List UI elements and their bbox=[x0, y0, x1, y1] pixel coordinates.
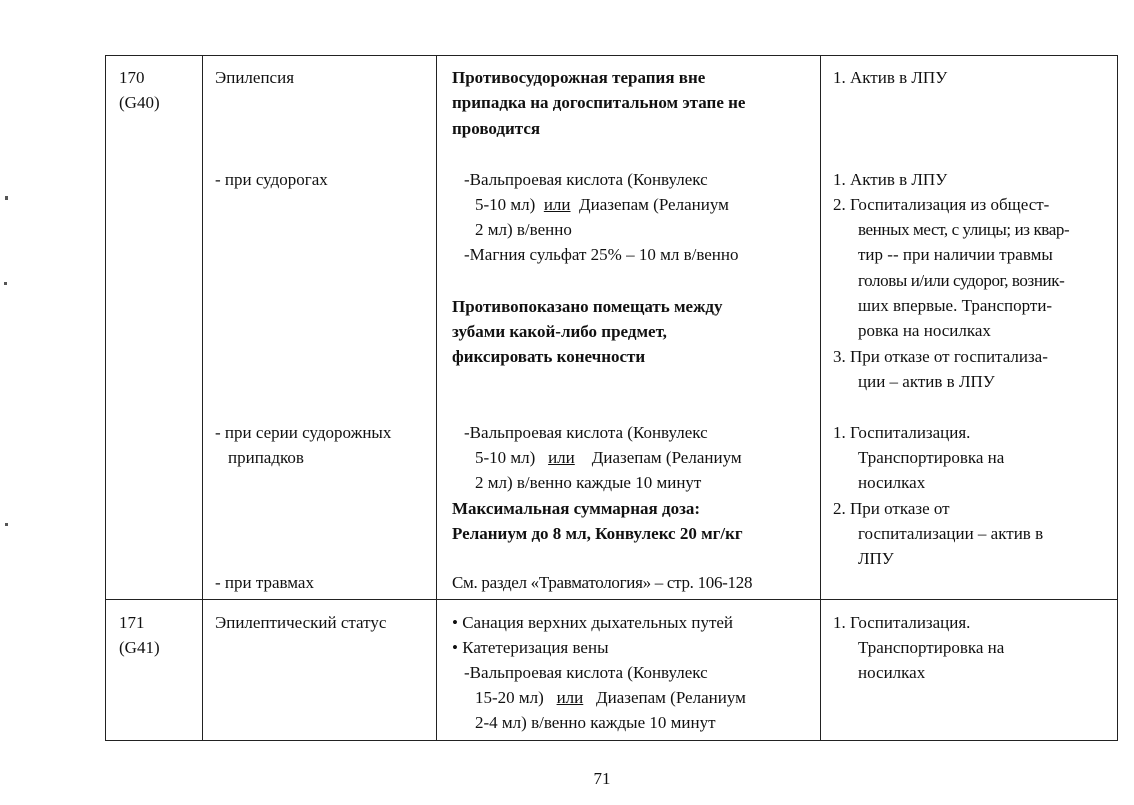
tactics-line: 3. При отказе от госпитализа- bbox=[833, 347, 1048, 366]
therapy-line bbox=[475, 685, 746, 711]
or-word: или bbox=[543, 195, 571, 214]
tactics-line: ЛПУ bbox=[858, 549, 894, 568]
page-number: 71 bbox=[593, 769, 611, 788]
drug: Диазепам (Реланиум bbox=[596, 688, 746, 707]
condition-seizure-series: - при серии судорожных bbox=[215, 423, 392, 442]
scan-speck bbox=[5, 196, 8, 200]
emergency-care-table bbox=[105, 55, 1118, 741]
therapy-line: -Вальпроевая кислота (Конвулекс bbox=[464, 663, 708, 682]
therapy-line: • Санация верхних дыхательных путей bbox=[452, 613, 734, 632]
dose: 15-20 мл) bbox=[475, 688, 544, 707]
contraindication-line: фиксировать конечности bbox=[452, 347, 646, 366]
max-dose-line: Максимальная суммарная доза: bbox=[452, 499, 701, 518]
tactics-line: ции – актив в ЛПУ bbox=[858, 372, 995, 391]
tactics-line: тир -- при наличии травмы bbox=[858, 245, 1053, 264]
therapy-line: Противосудорожная терапия вне bbox=[452, 68, 706, 87]
therapy-line bbox=[475, 192, 729, 218]
column-divider bbox=[202, 56, 203, 740]
therapy-line: припадка на догоспитальном этапе не bbox=[452, 93, 746, 112]
tactics-line: 1. Госпитализация. bbox=[833, 613, 971, 632]
code-170: 170 bbox=[119, 68, 145, 87]
icd-g40: (G40) bbox=[119, 93, 160, 112]
max-dose-line: Реланиум до 8 мл, Конвулекс 20 мг/кг bbox=[452, 524, 743, 543]
condition-seizure-series: припадков bbox=[228, 448, 304, 467]
dose: 5-10 мл) bbox=[475, 195, 536, 214]
icd-g41: (G41) bbox=[119, 638, 160, 657]
tactics-line: Транспортировка на bbox=[858, 448, 1005, 467]
tactics-line: ших впервые. Транспорти- bbox=[858, 296, 1053, 315]
trauma-reference: См. раздел «Травматология» – стр. 106-128 bbox=[452, 573, 753, 592]
contraindication-line: зубами какой-либо предмет, bbox=[452, 322, 667, 341]
diagnosis-epilepsy: Эпилепсия bbox=[215, 68, 295, 87]
therapy-line: -Вальпроевая кислота (Конвулекс bbox=[464, 423, 708, 442]
tactics-line: головы и/или судорог, возник- bbox=[858, 271, 1065, 290]
therapy-line bbox=[475, 445, 742, 471]
scan-speck bbox=[4, 282, 7, 285]
column-divider bbox=[436, 56, 437, 740]
drug: Диазепам (Реланиум bbox=[579, 195, 729, 214]
diagnosis-status-epilepticus: Эпилептический статус bbox=[215, 613, 387, 632]
tactics-line: ровка на носилках bbox=[858, 321, 991, 340]
dose: 5-10 мл) bbox=[475, 448, 536, 467]
drug: Диазепам (Реланиум bbox=[591, 448, 742, 467]
condition-trauma: - при травмах bbox=[215, 573, 314, 592]
or-word: или bbox=[548, 448, 575, 467]
therapy-line: -Магния сульфат 25% – 10 мл в/венно bbox=[464, 245, 739, 264]
tactics-line: 2. Госпитализация из общест- bbox=[833, 195, 1050, 214]
contraindication-line: Противопоказано помещать между bbox=[452, 297, 723, 316]
condition-seizures: - при судорогах bbox=[215, 170, 328, 189]
tactics-line: носилках bbox=[858, 663, 926, 682]
code-171: 171 bbox=[119, 613, 145, 632]
tactics-line: 1. Госпитализация. bbox=[833, 423, 971, 442]
tactics-line: госпитализации – актив в bbox=[858, 524, 1044, 543]
therapy-line: 2-4 мл) в/венно каждые 10 минут bbox=[475, 713, 716, 732]
therapy-line: 2 мл) в/венно bbox=[475, 220, 572, 239]
therapy-line: 2 мл) в/венно каждые 10 минут bbox=[475, 473, 702, 492]
column-divider bbox=[820, 56, 821, 740]
tactics-line: носилках bbox=[858, 473, 926, 492]
tactics-line: венных мест, с улицы; из квар- bbox=[858, 220, 1070, 239]
tactics-line: Транспортировка на bbox=[858, 638, 1005, 657]
therapy-line: проводится bbox=[452, 119, 541, 138]
tactics-line: 2. При отказе от bbox=[833, 499, 950, 518]
tactics-line: 1. Актив в ЛПУ bbox=[833, 68, 948, 87]
row-divider bbox=[106, 599, 1117, 600]
scan-speck bbox=[5, 523, 8, 526]
therapy-line: • Катетеризация вены bbox=[452, 638, 609, 657]
therapy-line: -Вальпроевая кислота (Конвулекс bbox=[464, 170, 708, 189]
tactics-line: 1. Актив в ЛПУ bbox=[833, 170, 948, 189]
or-word: или bbox=[556, 688, 584, 707]
